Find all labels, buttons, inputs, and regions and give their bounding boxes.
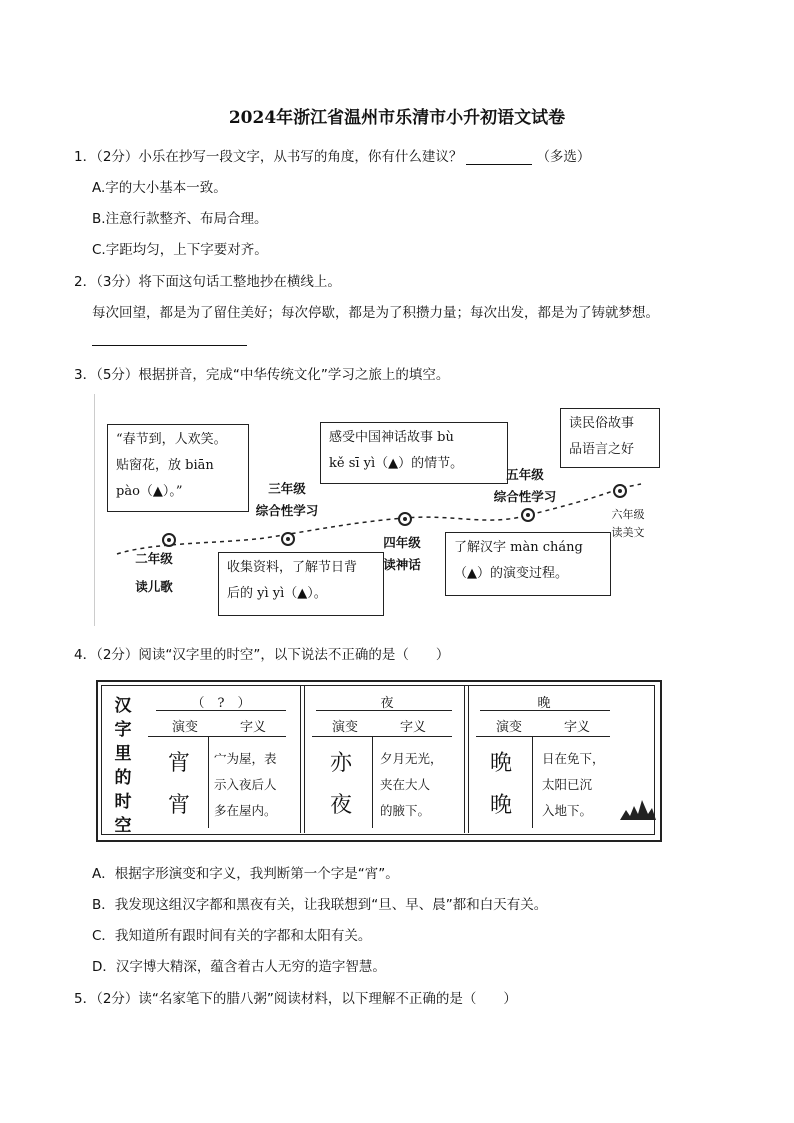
node-grade-4 (398, 512, 412, 526)
q4-option-a: A．根据字形演变和字义，我判断第一个字是“宵”。 (92, 866, 399, 882)
label-grade-2: 二年级 读儿歌 (135, 551, 173, 594)
q4-option-c: C．我知道所有跟时间有关的字都和太阳有关。 (92, 928, 372, 944)
hanzi-timespace-figure (96, 680, 662, 842)
box-text: 了解汉字 màn cháng (454, 540, 583, 555)
box-grade-2 (107, 424, 249, 512)
q4-option-d: D．汉字博大精深，蕴含着古人无穷的造字智慧。 (92, 959, 386, 975)
question-1-stem: 1．（2分）小乐在抄写一段文字，从书写的角度，你有什么建议？ (74, 149, 463, 165)
meaning-text: 多在屋内。 (214, 803, 277, 818)
question-2-stem: 2．（3分）将下面这句话工整地抄在横线上。 (74, 274, 341, 290)
meaning-text: 夕月无光， (380, 751, 443, 766)
panel-char: （ ? ） (191, 696, 251, 711)
header-meaning: 字义 (399, 720, 426, 735)
learning-journey-figure (94, 394, 661, 626)
header-evolution: 演变 (171, 720, 198, 735)
panel-divider (304, 685, 305, 833)
box-text: kě sī yì（▲）的情节。 (329, 456, 464, 471)
header-meaning: 字义 (239, 720, 266, 735)
label-grade-5: 五年级 综合性学习 (493, 467, 557, 504)
box-grade-3 (320, 422, 508, 484)
panel-divider (464, 685, 465, 833)
box-grade-4 (218, 552, 384, 616)
panel-char: 夜 (380, 696, 394, 711)
q4-option-b: B．我发现这组汉字都和黑夜有关，让我联想到“旦、早、晨”都和白天有关。 (92, 897, 548, 913)
answer-line[interactable] (92, 345, 247, 346)
q1-option-c: C.字距均匀，上下字要对齐。 (92, 242, 268, 258)
meaning-text: 宀为屋，表 (214, 751, 277, 766)
box-grade-6 (560, 408, 660, 468)
box-text: 贴窗花，放 biān (116, 458, 214, 473)
ancient-glyph: 亦 (330, 751, 353, 776)
label-grade-3: 三年级 综合性学习 (255, 481, 319, 518)
box-text: 后的 yì yì（▲）。 (227, 586, 327, 601)
box-text: 读民俗故事 (569, 416, 635, 431)
node-grade-3 (281, 532, 295, 546)
box-text: （▲）的演变过程。 (454, 566, 568, 581)
box-grade-5 (445, 532, 611, 596)
node-grade-6 (613, 484, 627, 498)
meaning-text: 示入夜后人 (214, 777, 277, 792)
box-text: 品语言之好 (569, 442, 635, 457)
question-3-stem: 3．（5分）根据拼音，完成“中华传统文化”学习之旅上的填空。 (74, 367, 450, 383)
meaning-text: 太阳已沉 (542, 777, 593, 792)
meaning-text: 夹在大人 (380, 777, 431, 792)
header-evolution: 演变 (331, 720, 358, 735)
meaning-text: 日在免下， (542, 751, 605, 766)
panel-char: 晚 (537, 696, 551, 711)
question-1-note: （多选） (536, 149, 591, 165)
ancient-glyph: 宵 (168, 751, 191, 776)
exam-title: 2024年浙江省温州市乐清市小升初语文试卷 (228, 108, 566, 128)
meaning-text: 入地下。 (542, 803, 593, 818)
box-text: pào（▲）。” (116, 484, 183, 499)
ancient-glyph: 宵 (168, 793, 191, 818)
question-1 (74, 145, 590, 165)
box-text: 感受中国神话故事 bù (329, 430, 454, 445)
label-grade-4: 四年级 读神话 (383, 535, 421, 572)
box-text: 收集资料，了解节日背 (227, 560, 358, 575)
mountain-sunset-icon (618, 796, 658, 826)
label-grade-6: 六年级 读美文 (611, 508, 645, 539)
box-text: “春节到，人欢笑。 (116, 432, 227, 447)
panel-divider (300, 685, 301, 833)
q1-option-a: A.字的大小基本一致。 (92, 180, 227, 196)
ancient-glyph: 晩 (490, 751, 513, 776)
panel-divider (468, 685, 469, 833)
node-grade-2 (162, 533, 176, 547)
node-grade-5 (521, 508, 535, 522)
ancient-glyph: 晚 (490, 793, 513, 818)
side-title: 汉 字 里 的 时 空 (114, 696, 132, 836)
question-5-stem: 5．（2分）读“名家笔下的腊八粥”阅读材料，以下理解不正确的是（ ） (74, 991, 517, 1007)
header-evolution: 演变 (495, 720, 522, 735)
header-meaning: 字义 (563, 720, 590, 735)
meaning-text: 的腋下。 (380, 803, 431, 818)
question-2-sentence: 每次回望，都是为了留住美好；每次停歇，都是为了积攒力量；每次出发，都是为了铸就梦想。 (92, 305, 659, 321)
question-4-stem: 4．（2分）阅读“汉字里的时空”，以下说法不正确的是（ ） (74, 647, 450, 663)
answer-blank[interactable] (466, 150, 532, 165)
ancient-glyph: 夜 (330, 793, 353, 818)
q1-option-b: B.注意行款整齐、布局合理。 (92, 211, 268, 227)
